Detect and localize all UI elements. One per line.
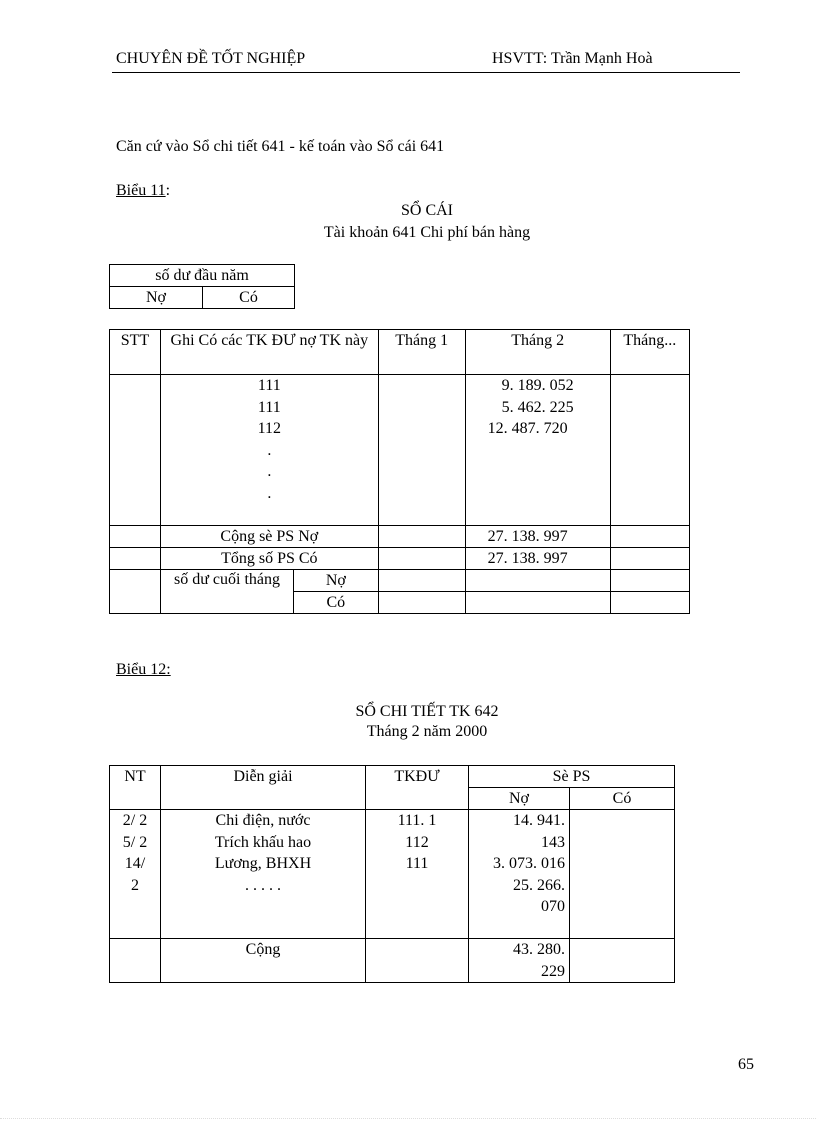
body-tkdu bbox=[366, 810, 469, 939]
col-thang-more: Tháng... bbox=[610, 330, 689, 375]
col-ghi-co: Ghi Có các TK ĐƯ nợ TK này bbox=[161, 330, 379, 375]
bieu11-label-text: Biểu 11 bbox=[116, 182, 166, 199]
bieu12-title: SỔ CHI TIẾT TK 642 bbox=[355, 703, 499, 720]
closing-no-thang-more bbox=[610, 570, 689, 592]
body-thang1 bbox=[378, 375, 465, 526]
total-tkdu bbox=[366, 939, 469, 983]
nt-row: 14/ bbox=[124, 855, 146, 872]
tkdu-row: 111. 1 bbox=[397, 812, 437, 829]
cong-no-thang1 bbox=[378, 526, 465, 548]
body-accounts bbox=[161, 375, 379, 526]
tkdu-row: 111 bbox=[405, 855, 429, 872]
total-co bbox=[570, 939, 675, 983]
col-co: Có bbox=[570, 788, 675, 810]
bieu11-subtitle: Tài khoản 641 Chi phí bán hàng bbox=[323, 224, 531, 241]
total-label: Cộng bbox=[161, 939, 366, 983]
closing-no: Nợ bbox=[294, 570, 379, 592]
dien-giai-row: Lương, BHXH bbox=[214, 855, 312, 872]
closing-stt bbox=[110, 570, 161, 614]
nt-row: 5/ 2 bbox=[122, 833, 148, 851]
bieu11-label bbox=[116, 182, 170, 200]
closing-no-thang1 bbox=[378, 570, 465, 592]
tong-co-thang1 bbox=[378, 548, 465, 570]
col-thang1: Tháng 1 bbox=[378, 330, 465, 375]
intro-text: Căn cứ vào Sổ chi tiết 641 - kế toán vào Sổ cái 641 bbox=[116, 138, 445, 155]
body-no bbox=[469, 810, 570, 939]
header-left: CHUYÊN ĐỀ TỐT NGHIỆP bbox=[116, 50, 306, 67]
opening-balance-table bbox=[109, 264, 295, 309]
body-stt bbox=[110, 375, 161, 526]
bieu12-subtitle: Tháng 2 năm 2000 bbox=[366, 723, 488, 740]
opening-balance-no: Nợ bbox=[110, 287, 203, 309]
closing-co-thang1 bbox=[378, 592, 465, 614]
body-dien-giai bbox=[161, 810, 366, 939]
tong-co-value: 27. 138. 997 bbox=[465, 548, 610, 570]
col-se-ps: Sè PS bbox=[469, 766, 675, 788]
col-nt: NT bbox=[110, 766, 161, 810]
thang2-value: 5. 462. 225 bbox=[501, 398, 574, 416]
ellipsis-dot: . bbox=[267, 441, 272, 459]
col-thang2: Tháng 2 bbox=[465, 330, 610, 375]
body-co bbox=[570, 810, 675, 939]
thang2-value: 12. 487. 720 bbox=[487, 420, 568, 437]
bieu11-title: SỔ CÁI bbox=[400, 202, 453, 219]
nt-row: 2 bbox=[131, 876, 139, 894]
header-rule bbox=[112, 72, 740, 73]
no-value-line: 070 bbox=[541, 898, 565, 915]
total-nt bbox=[110, 939, 161, 983]
so-chi-tiet-table bbox=[109, 765, 675, 983]
bieu12-label: Biểu 12: bbox=[116, 661, 171, 678]
total-no bbox=[469, 939, 570, 983]
closing-co: Có bbox=[294, 592, 379, 614]
so-cai-table bbox=[109, 329, 690, 614]
closing-no-thang2 bbox=[465, 570, 610, 592]
dien-giai-row: Trích khấu hao bbox=[214, 833, 312, 851]
nt-row: 2/ 2 bbox=[122, 812, 148, 829]
cong-no-label: Cộng sè PS Nợ bbox=[161, 526, 379, 548]
body-thang-more bbox=[610, 375, 689, 526]
opening-balance-co: Có bbox=[203, 287, 295, 309]
tong-co-thang-more bbox=[610, 548, 689, 570]
no-value-line: 3. 073. 016 bbox=[493, 855, 565, 872]
closing-co-thang2 bbox=[465, 592, 610, 614]
no-value-line: 143 bbox=[541, 833, 565, 851]
page-edge-rule bbox=[0, 1118, 816, 1119]
ellipsis-dot: . bbox=[267, 484, 272, 502]
opening-balance-title: số dư đầu năm bbox=[110, 265, 295, 287]
no-value-line: 25. 266. bbox=[513, 876, 565, 894]
tong-co-stt bbox=[110, 548, 161, 570]
cong-no-stt bbox=[110, 526, 161, 548]
body-nt bbox=[110, 810, 161, 939]
header-right: HSVTT: Trần Mạnh Hoà bbox=[492, 50, 653, 67]
tong-co-label: Tổng số PS Có bbox=[161, 548, 379, 570]
closing-co-thang-more bbox=[610, 592, 689, 614]
body-thang2 bbox=[465, 375, 610, 526]
dien-giai-row: . . . . . bbox=[245, 876, 281, 894]
ellipsis-dot: . bbox=[267, 463, 272, 480]
cong-no-thang-more bbox=[610, 526, 689, 548]
account-row: 111 bbox=[257, 377, 281, 394]
col-tkdu: TKĐƯ bbox=[366, 766, 469, 810]
col-no: Nợ bbox=[469, 788, 570, 810]
total-no-line: 43. 280. bbox=[513, 941, 565, 958]
account-row: 112 bbox=[257, 420, 282, 437]
closing-label: số dư cuối tháng bbox=[161, 570, 294, 614]
page-number: 65 bbox=[738, 1056, 754, 1073]
col-dien-giai: Diễn giải bbox=[161, 766, 366, 810]
col-stt: STT bbox=[110, 330, 161, 375]
account-row: 111 bbox=[257, 398, 281, 416]
cong-no-value: 27. 138. 997 bbox=[465, 526, 610, 548]
total-no-line: 229 bbox=[541, 962, 565, 980]
tkdu-row: 112 bbox=[405, 833, 429, 851]
no-value-line: 14. 941. bbox=[513, 812, 565, 829]
thang2-value: 9. 189. 052 bbox=[501, 377, 574, 394]
dien-giai-row: Chi điện, nước bbox=[215, 812, 311, 829]
bieu11-label-colon: : bbox=[165, 182, 171, 199]
